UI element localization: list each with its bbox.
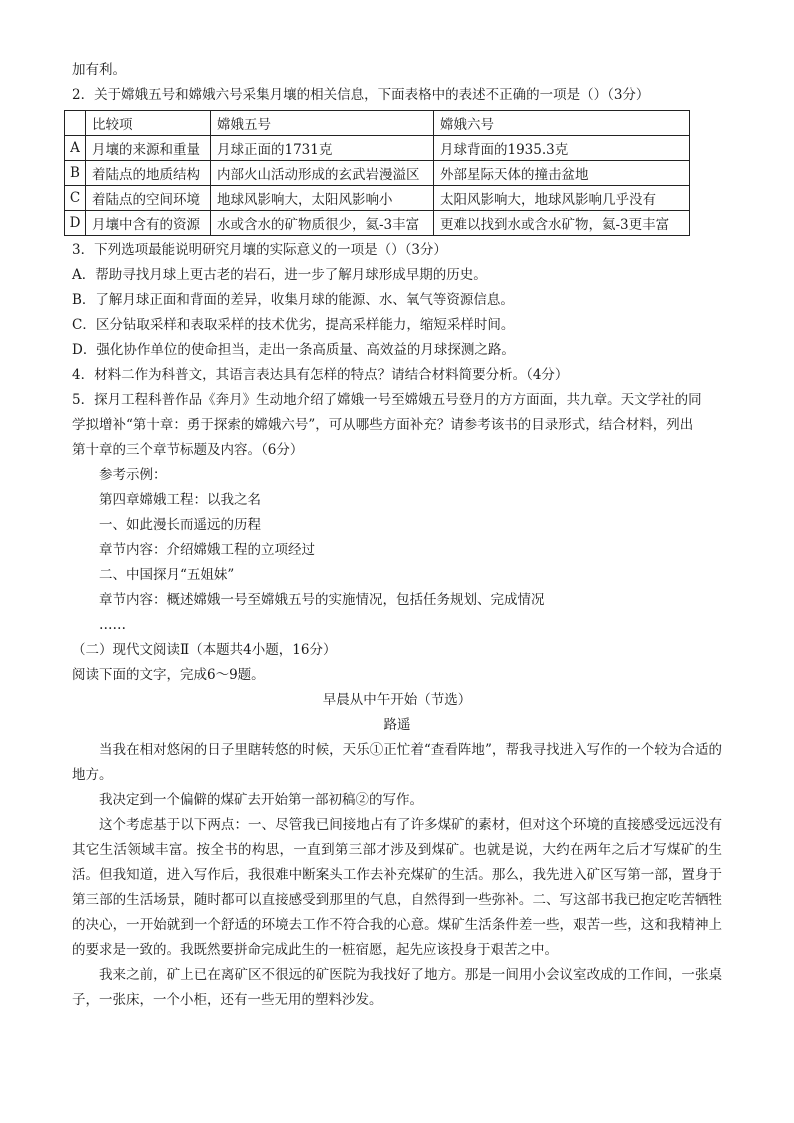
passage-author: 路遥	[383, 717, 411, 733]
passage-paragraph: 我来之前，矿上已在离矿区不很远的矿医院为我找好了地方。那是一间用小会议室改成的工作间，一张桌子，一张床，一个小柜，还有一些无用的塑料沙发。	[72, 967, 722, 1008]
exam-page	[69, 58, 722, 1013]
example-section-1-content: 章节内容：介绍嫦娥工程的立项经过	[99, 542, 315, 558]
table-cell: 月壤中含有的资源	[86, 211, 211, 236]
passage-title: 早晨从中午开始（节选）	[322, 692, 472, 708]
continuation-line: 加有利。	[72, 62, 126, 78]
passage-paragraph: 当我在相对悠闲的日子里瞎转悠的时候，天乐①正忙着“查看阵地”，帮我寻找进入写作的一个较为合适的地方。	[72, 742, 722, 783]
example-ellipsis: ……	[99, 617, 126, 633]
question-5-line-1: 5．探月工程科普作品《奔月》生动地介绍了嫦娥一号至嫦娥五号登月的方方面面，共九章。天文学社的同	[72, 392, 702, 408]
passage-paragraph: 这个考虑基于以下两点：一、尽管我已间接地占有了许多煤矿的素材，但对这个环境的直接感受远远没有其它生活领域丰富。按全书的构思，一直到第三部才涉及到煤矿。也就是说，大约在两年之后才写煤矿的生活。但我知道，进入写作后，我很难中断案头工作去补充煤矿的生活。那么，我先进入矿区写第一部，置身于第三部的生活场景，随时都可以直接感受到那里的气息，自然得到一些弥补。二、写这部书我已抱定吃苦牺牲的决心，一开始就到一个舒适的环境去工作不符合我的心意。煤矿生活条件差一些，艰苦一些，这和我精神上的要求是一致的。我既然要拼命完成此生的一桩宿愿，起先应该投身于艰苦之中。	[72, 817, 722, 958]
question-2-stem: 2．关于嫦娥五号和嫦娥六号采集月壤的相关信息，下面表格中的表述不正确的一项是（）（3分）	[72, 87, 650, 103]
reading-instruction: 阅读下面的文字，完成6～9题。	[72, 667, 265, 683]
table-row	[65, 211, 690, 236]
table-header-cell: 比较项	[86, 111, 211, 136]
example-section-2-content: 章节内容：概述嫦娥一号至嫦娥五号的实施情况，包括任务规划、完成情况	[99, 592, 545, 608]
question-4-stem: 4．材料二作为科普文，其语言表达具有怎样的特点？请结合材料简要分析。（4分）	[72, 367, 569, 383]
table-header-cell: 嫦娥六号	[434, 111, 690, 136]
comparison-table	[64, 110, 690, 236]
table-cell: 太阳风影响大，地球风影响几乎没有	[434, 186, 690, 211]
table-cell: 内部火山活动形成的玄武岩漫溢区	[211, 161, 434, 186]
table-cell: 外部星际天体的撞击盆地	[434, 161, 690, 186]
question-5-line-2: 学拟增补“第十章：勇于探索的嫦娥六号”，可从哪些方面补充？请参考该书的目录形式，结合材料，列出	[72, 417, 694, 433]
table-cell: D	[65, 211, 86, 236]
table-cell: 更难以找到水或含水矿物，氦-3更丰富	[434, 211, 690, 236]
question-3-option-c: C．区分钻取采样和表取采样的技术优劣，提高采样能力，缩短采样时间。	[72, 317, 515, 333]
question-5-line-3: 第十章的三个章节标题及内容。（6分）	[72, 442, 304, 458]
table-row	[65, 161, 690, 186]
table-cell: 水或含水的矿物质很少，氦-3丰富	[211, 211, 434, 236]
question-3-option-d: D．强化协作单位的使命担当，走出一条高质量、高效益的月球探测之路。	[72, 342, 515, 358]
question-3-option-a: A．帮助寻找月球上更古老的岩石，进一步了解月球形成早期的历史。	[72, 267, 487, 283]
table-header-cell: 嫦娥五号	[211, 111, 434, 136]
section-heading: （二）现代文阅读Ⅱ（本题共4小题，16分）	[72, 642, 337, 658]
table-cell: 月壤的来源和重量	[86, 136, 211, 161]
example-section-1: 一、如此漫长而遥远的历程	[99, 517, 261, 533]
table-cell: 地球风影响大，太阳风影响小	[211, 186, 434, 211]
table-cell: A	[65, 136, 86, 161]
example-chapter-title: 第四章嫦娥工程：以我之名	[99, 492, 261, 508]
table-row	[65, 186, 690, 211]
table-cell: 着陆点的空间环境	[86, 186, 211, 211]
question-3-option-b: B．了解月球正面和背面的差异，收集月球的能源、水、氧气等资源信息。	[72, 292, 514, 308]
example-section-2: 二、中国探月“五姐妹”	[99, 567, 235, 583]
passage-paragraph: 我决定到一个偏僻的煤矿去开始第一部初稿②的写作。	[99, 792, 423, 808]
table-header-row	[65, 111, 690, 136]
example-label: 参考示例：	[99, 467, 167, 483]
table-cell: C	[65, 186, 86, 211]
table-cell: 月球背面的1935.3克	[434, 136, 690, 161]
table-header-cell	[65, 111, 86, 136]
table-row	[65, 136, 690, 161]
table-cell: B	[65, 161, 86, 186]
table-cell: 月球正面的1731克	[211, 136, 434, 161]
question-3-stem: 3．下列选项最能说明研究月壤的实际意义的一项是（）（3分）	[72, 242, 447, 258]
table-cell: 着陆点的地质结构	[86, 161, 211, 186]
